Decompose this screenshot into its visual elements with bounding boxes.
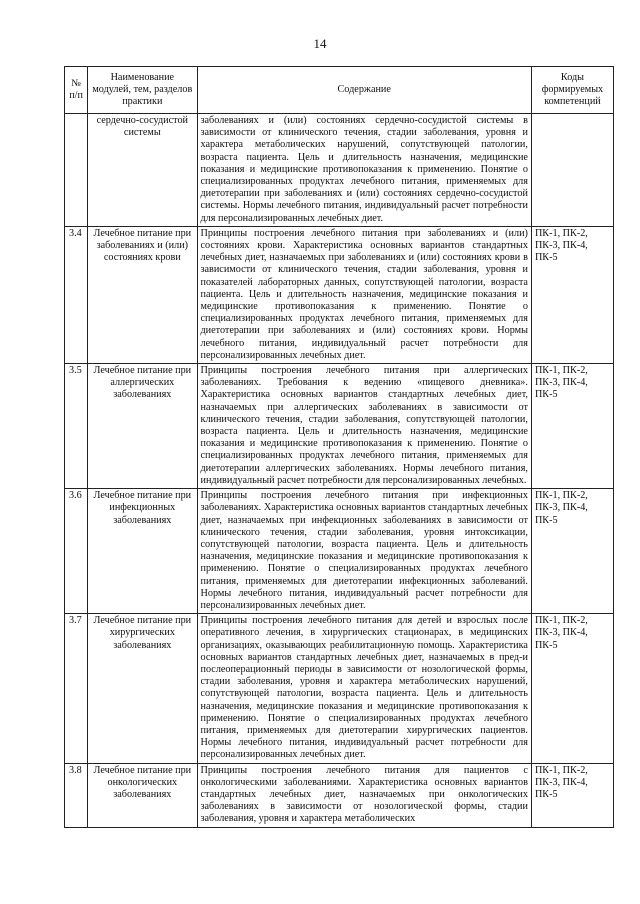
table-row <box>65 614 614 763</box>
row-number: 3.8 <box>65 763 88 827</box>
row-number: 3.4 <box>65 226 88 363</box>
table-row <box>65 763 614 827</box>
row-topic-name: сердечно-сосудистой системы <box>88 114 197 227</box>
row-number: 3.5 <box>65 364 88 489</box>
row-competency-codes: ПК-1, ПК-2, ПК-3, ПК-4, ПК-5 <box>531 614 613 763</box>
row-topic-name: Лечебное питание при инфекционных заболеваниях <box>88 489 197 614</box>
header-codes: Коды формируемых компетенций <box>531 67 613 114</box>
table-row <box>65 364 614 489</box>
row-topic-name: Лечебное питание при аллергических заболеваниях <box>88 364 197 489</box>
row-topic-name: Лечебное питание при заболеваниях и (или) состояниях крови <box>88 226 197 363</box>
row-competency-codes: ПК-1, ПК-2, ПК-3, ПК-4, ПК-5 <box>531 763 613 827</box>
row-number: 3.6 <box>65 489 88 614</box>
table-header-row <box>65 67 614 114</box>
header-content: Содержание <box>197 67 531 114</box>
header-name: Наименование модулей, тем, разделов практики <box>88 67 197 114</box>
table-row <box>65 114 614 227</box>
row-content: Принципы построения лечебного питания при аллергических заболеваниях. Требования к ведению «пищевого дневника». Характеристика основных вариантов стандартных лечебных диет, назначаемых при аллергических заболеваниях в зависимости от клинического течения, стадии заболевания, сопутствующей патологии, возраста пациента. Цель и длительность назначения, медицинские показания и медицинские противопоказания к применению. Понятие о специализированных продуктах лечебного питания, применяемых для диетотерапии аллергических заболеваниях. Нормы лечебного питания, индивидуальный расчет потребности для персонализированных лечебных. <box>197 364 531 489</box>
row-competency-codes <box>531 114 613 227</box>
curriculum-table <box>64 66 614 828</box>
row-content: Принципы построения лечебного питания для пациентов с онкологическими заболеваниями. Характеристика основных вариантов стандартных лечебных диет, назначаемых при онкологических заболеваниях в зависимости от нозологической формы, стадии заболевания, уровня и характера метаболических <box>197 763 531 827</box>
row-topic-name: Лечебное питание при хирургических заболеваниях <box>88 614 197 763</box>
header-num: № п/п <box>65 67 88 114</box>
row-competency-codes: ПК-1, ПК-2, ПК-3, ПК-4, ПК-5 <box>531 226 613 363</box>
row-competency-codes: ПК-1, ПК-2, ПК-3, ПК-4, ПК-5 <box>531 489 613 614</box>
row-content: заболеваниях и (или) состояниях сердечно-сосудистой системы в зависимости от клинического течения, стадии заболевания, уровня и характера метаболических нарушений, сопутствующей патологии, возраста пациента. Цель и длительность назначения, медицинские показания и медицинские противопоказания к применению. Понятие о специализированных продуктах лечебного питания, применяемых для диетотерапии при заболеваниях и (или) состояниях сердечно-сосудистой системы. Нормы лечебного питания, индивидуальный расчет потребности для персонализированных лечебных диет. <box>197 114 531 227</box>
row-topic-name: Лечебное питание при онкологических заболеваниях <box>88 763 197 827</box>
row-content: Принципы построения лечебного питания при инфекционных заболеваниях. Характеристика основных вариантов стандартных лечебных диет, назначаемых при инфекционных заболеваниях в зависимости от клинического течения, стадии заболевания, уровня интоксикации, сопутствующей патологии, возраста пациента. Цель и длительность назначения, медицинские показания и медицинские противопоказания к применению. Понятие о специализированных продуктах лечебного питания, применяемых для диетотерапии инфекционных заболеваний. Нормы лечебного питания, индивидуальный расчет потребности для персонализированных лечебных диет. <box>197 489 531 614</box>
page-number: 14 <box>313 36 327 51</box>
row-competency-codes: ПК-1, ПК-2, ПК-3, ПК-4, ПК-5 <box>531 364 613 489</box>
row-number: 3.7 <box>65 614 88 763</box>
table-row <box>65 226 614 363</box>
table-row <box>65 489 614 614</box>
row-number <box>65 114 88 227</box>
row-content: Принципы построения лечебного питания при заболеваниях и (или) состояниях крови. Характеристика основных вариантов стандартных лечебных диет, назначаемых при заболеваниях и (или) состояниях крови в зависимости от клинического течения, стадии заболевания, уровня и показателей лабораторных данных, сопутствующей патологии, возраста пациента. Цель и длительность назначения, медицинские показания и медицинские противопоказания к применению. Понятие о специализированных продуктах лечебного питания, применяемых для диетотерапии при заболеваниях и (или) состояниях крови. Нормы лечебного питания, индивидуальный расчет потребности для персонализированных лечебных диет. <box>197 226 531 363</box>
row-content: Принципы построения лечебного питания для детей и взрослых после оперативного лечения, в хирургических стационарах, в медицинских организациях, оказывающих реабилитационную помощь. Характеристика основных вариантов стандартных лечебных диет, назначаемых в пред-и послеоперационный периоды в зависимости от нозологической формы, стадии заболевания, уровня и характера метаболических нарушений, сопутствующей патологии, возраста пациента. Цель и длительность назначения, медицинские показания и медицинские противопоказания к применению. Понятие о специализированных продуктах лечебного питания, применяемых для диетотерапии хирургических пациентов. Нормы лечебного питания, индивидуальный расчет потребности для персонализированных лечебных диет. <box>197 614 531 763</box>
